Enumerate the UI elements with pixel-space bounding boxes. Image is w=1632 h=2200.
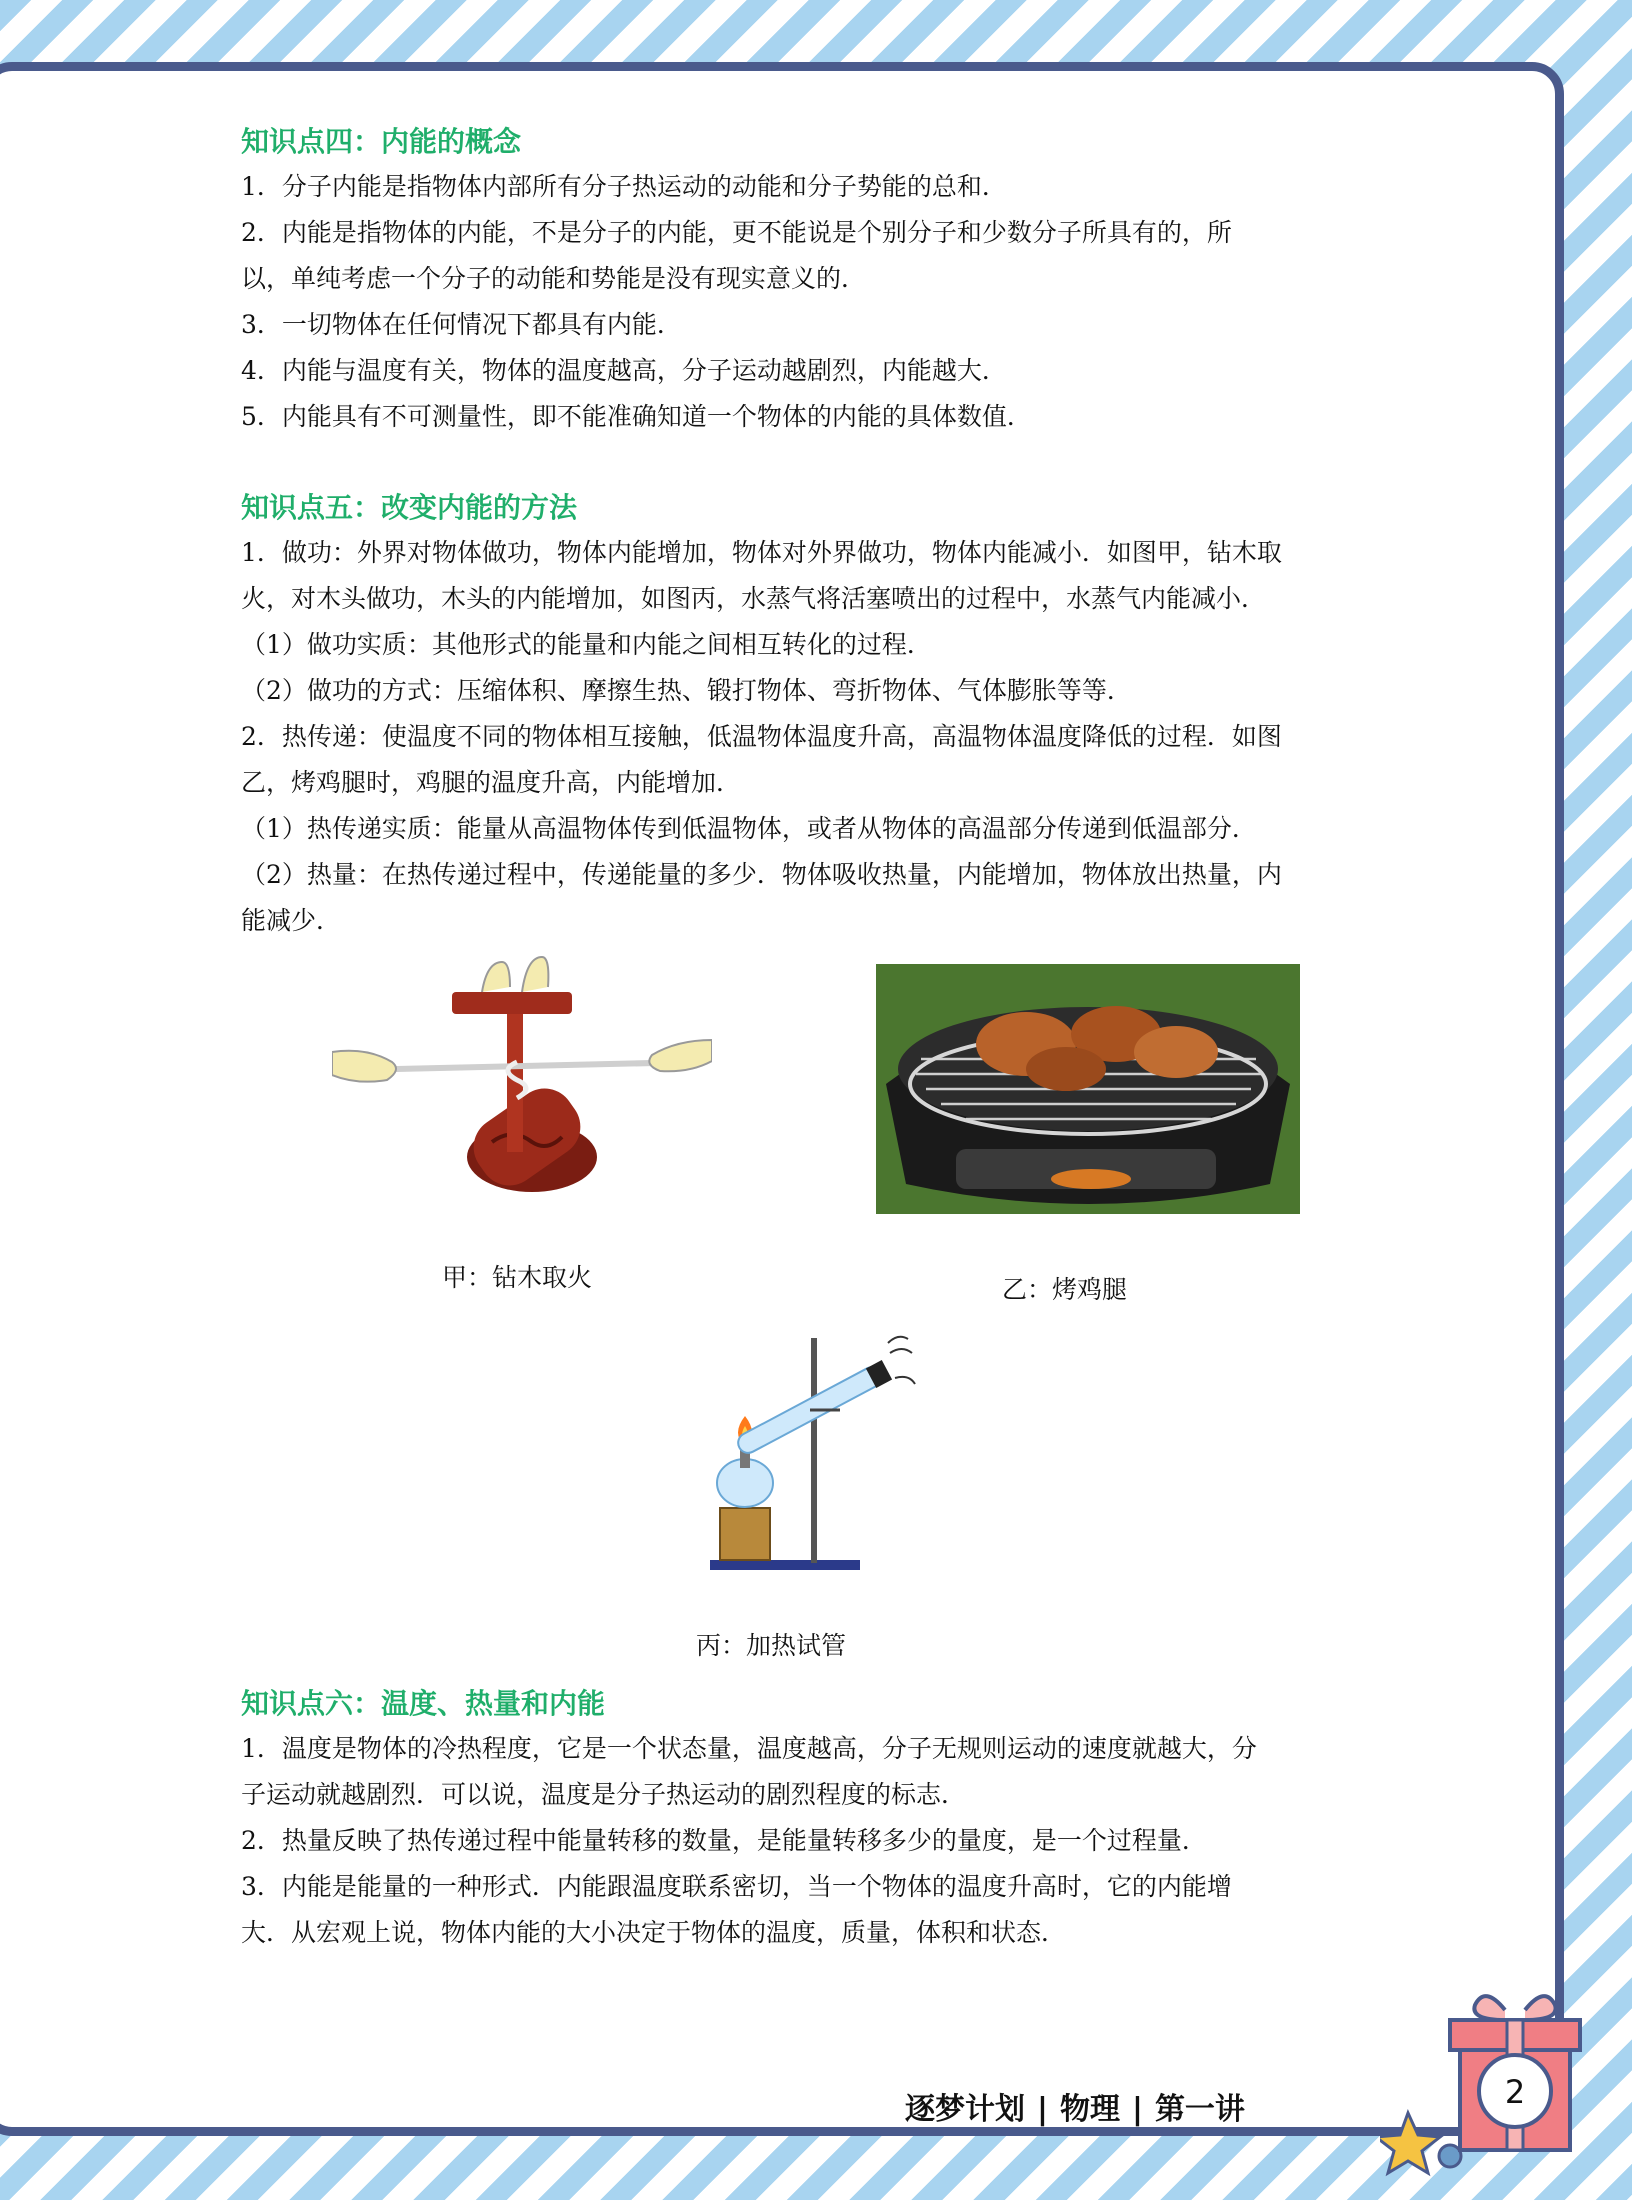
- section-heading: 知识点五：改变内能的方法: [241, 491, 578, 524]
- footer-subject: 物理: [1059, 2092, 1120, 2127]
- text-line: （2）做功的方式：压缩体积、摩擦生热、锻打物体、弯折物体、气体膨胀等等．: [241, 676, 1132, 705]
- section-heading: 知识点四：内能的概念: [241, 125, 522, 158]
- text-line: 1．做功：外界对物体做功，物体内能增加，物体对外界做功，物体内能减小．如图甲，钻木取: [241, 538, 1282, 567]
- text-line: （1）做功实质：其他形式的能量和内能之间相互转化的过程．: [241, 630, 932, 659]
- gift-box-icon: [1380, 1980, 1620, 2180]
- grill-caption: 乙：烤鸡腿: [1002, 1275, 1128, 1304]
- footer-lesson: 第一讲: [1154, 2092, 1245, 2127]
- grill-figure: [876, 964, 1300, 1218]
- tube-figure: [690, 1328, 920, 1592]
- text-line: 1．分子内能是指物体内部所有分子热运动的动能和分子势能的总和．: [241, 172, 1007, 201]
- text-line: 3．内能是能量的一种形式．内能跟温度联系密切，当一个物体的温度升高时，它的内能增: [241, 1872, 1232, 1901]
- footer-separator: |: [1037, 2092, 1048, 2127]
- text-line: 3．一切物体在任何情况下都具有内能．: [241, 310, 682, 339]
- drill-caption: 甲：钻木取火: [442, 1263, 593, 1292]
- page-number: 2: [1504, 2073, 1526, 2111]
- section-heading: 知识点六：温度、热量和内能: [241, 1687, 606, 1720]
- footer: [905, 2084, 1245, 2128]
- text-line: 火，对木头做功，木头的内能增加，如图丙，水蒸气将活塞喷出的过程中，水蒸气内能减小．: [241, 584, 1267, 613]
- page-badge: [1380, 1980, 1620, 2184]
- text-line: 1．温度是物体的冷热程度，它是一个状态量，温度越高，分子无规则运动的速度就越大，分: [241, 1734, 1257, 1763]
- text-line: （2）热量：在热传递过程中，传递能量的多少．物体吸收热量，内能增加，物体放出热量，内: [241, 860, 1282, 889]
- section-4: [241, 120, 1401, 440]
- heating-tube-illustration: [690, 1328, 920, 1588]
- text-line: 乙，烤鸡腿时，鸡腿的温度升高，内能增加．: [241, 768, 742, 797]
- section-6: [241, 1682, 1401, 1956]
- tube-caption: 丙：加热试管: [696, 1631, 847, 1660]
- text-line: 以，单纯考虑一个分子的动能和势能是没有现实意义的．: [241, 264, 867, 293]
- drill-wood-illustration: [332, 952, 712, 1202]
- footer-series: 逐梦计划: [905, 2092, 1025, 2127]
- text-line: 2．热传递：使温度不同的物体相互接触，低温物体温度升高，高温物体温度降低的过程．如图: [241, 722, 1282, 751]
- text-line: 能减少．: [241, 906, 342, 935]
- grill-photo: [876, 964, 1300, 1214]
- text-line: 4．内能与温度有关，物体的温度越高，分子运动越剧烈，内能越大．: [241, 356, 1007, 385]
- text-line: 大．从宏观上说，物体内能的大小决定于物体的温度，质量，体积和状态．: [241, 1918, 1067, 1947]
- text-line: 子运动就越剧烈．可以说，温度是分子热运动的剧烈程度的标志．: [241, 1780, 967, 1809]
- footer-separator: |: [1131, 2092, 1143, 2127]
- section-5: [241, 486, 1401, 944]
- text-line: （1）热传递实质：能量从高温物体传到低温物体，或者从物体的高温部分传递到低温部分．: [241, 814, 1257, 843]
- text-line: 5．内能具有不可测量性，即不能准确知道一个物体的内能的具体数值．: [241, 402, 1032, 431]
- text-line: 2．内能是指物体的内能，不是分子的内能，更不能说是个别分子和少数分子所具有的，所: [241, 218, 1232, 247]
- text-line: 2．热量反映了热传递过程中能量转移的数量，是能量转移多少的量度，是一个过程量．: [241, 1826, 1207, 1855]
- drill-figure: [332, 952, 712, 1206]
